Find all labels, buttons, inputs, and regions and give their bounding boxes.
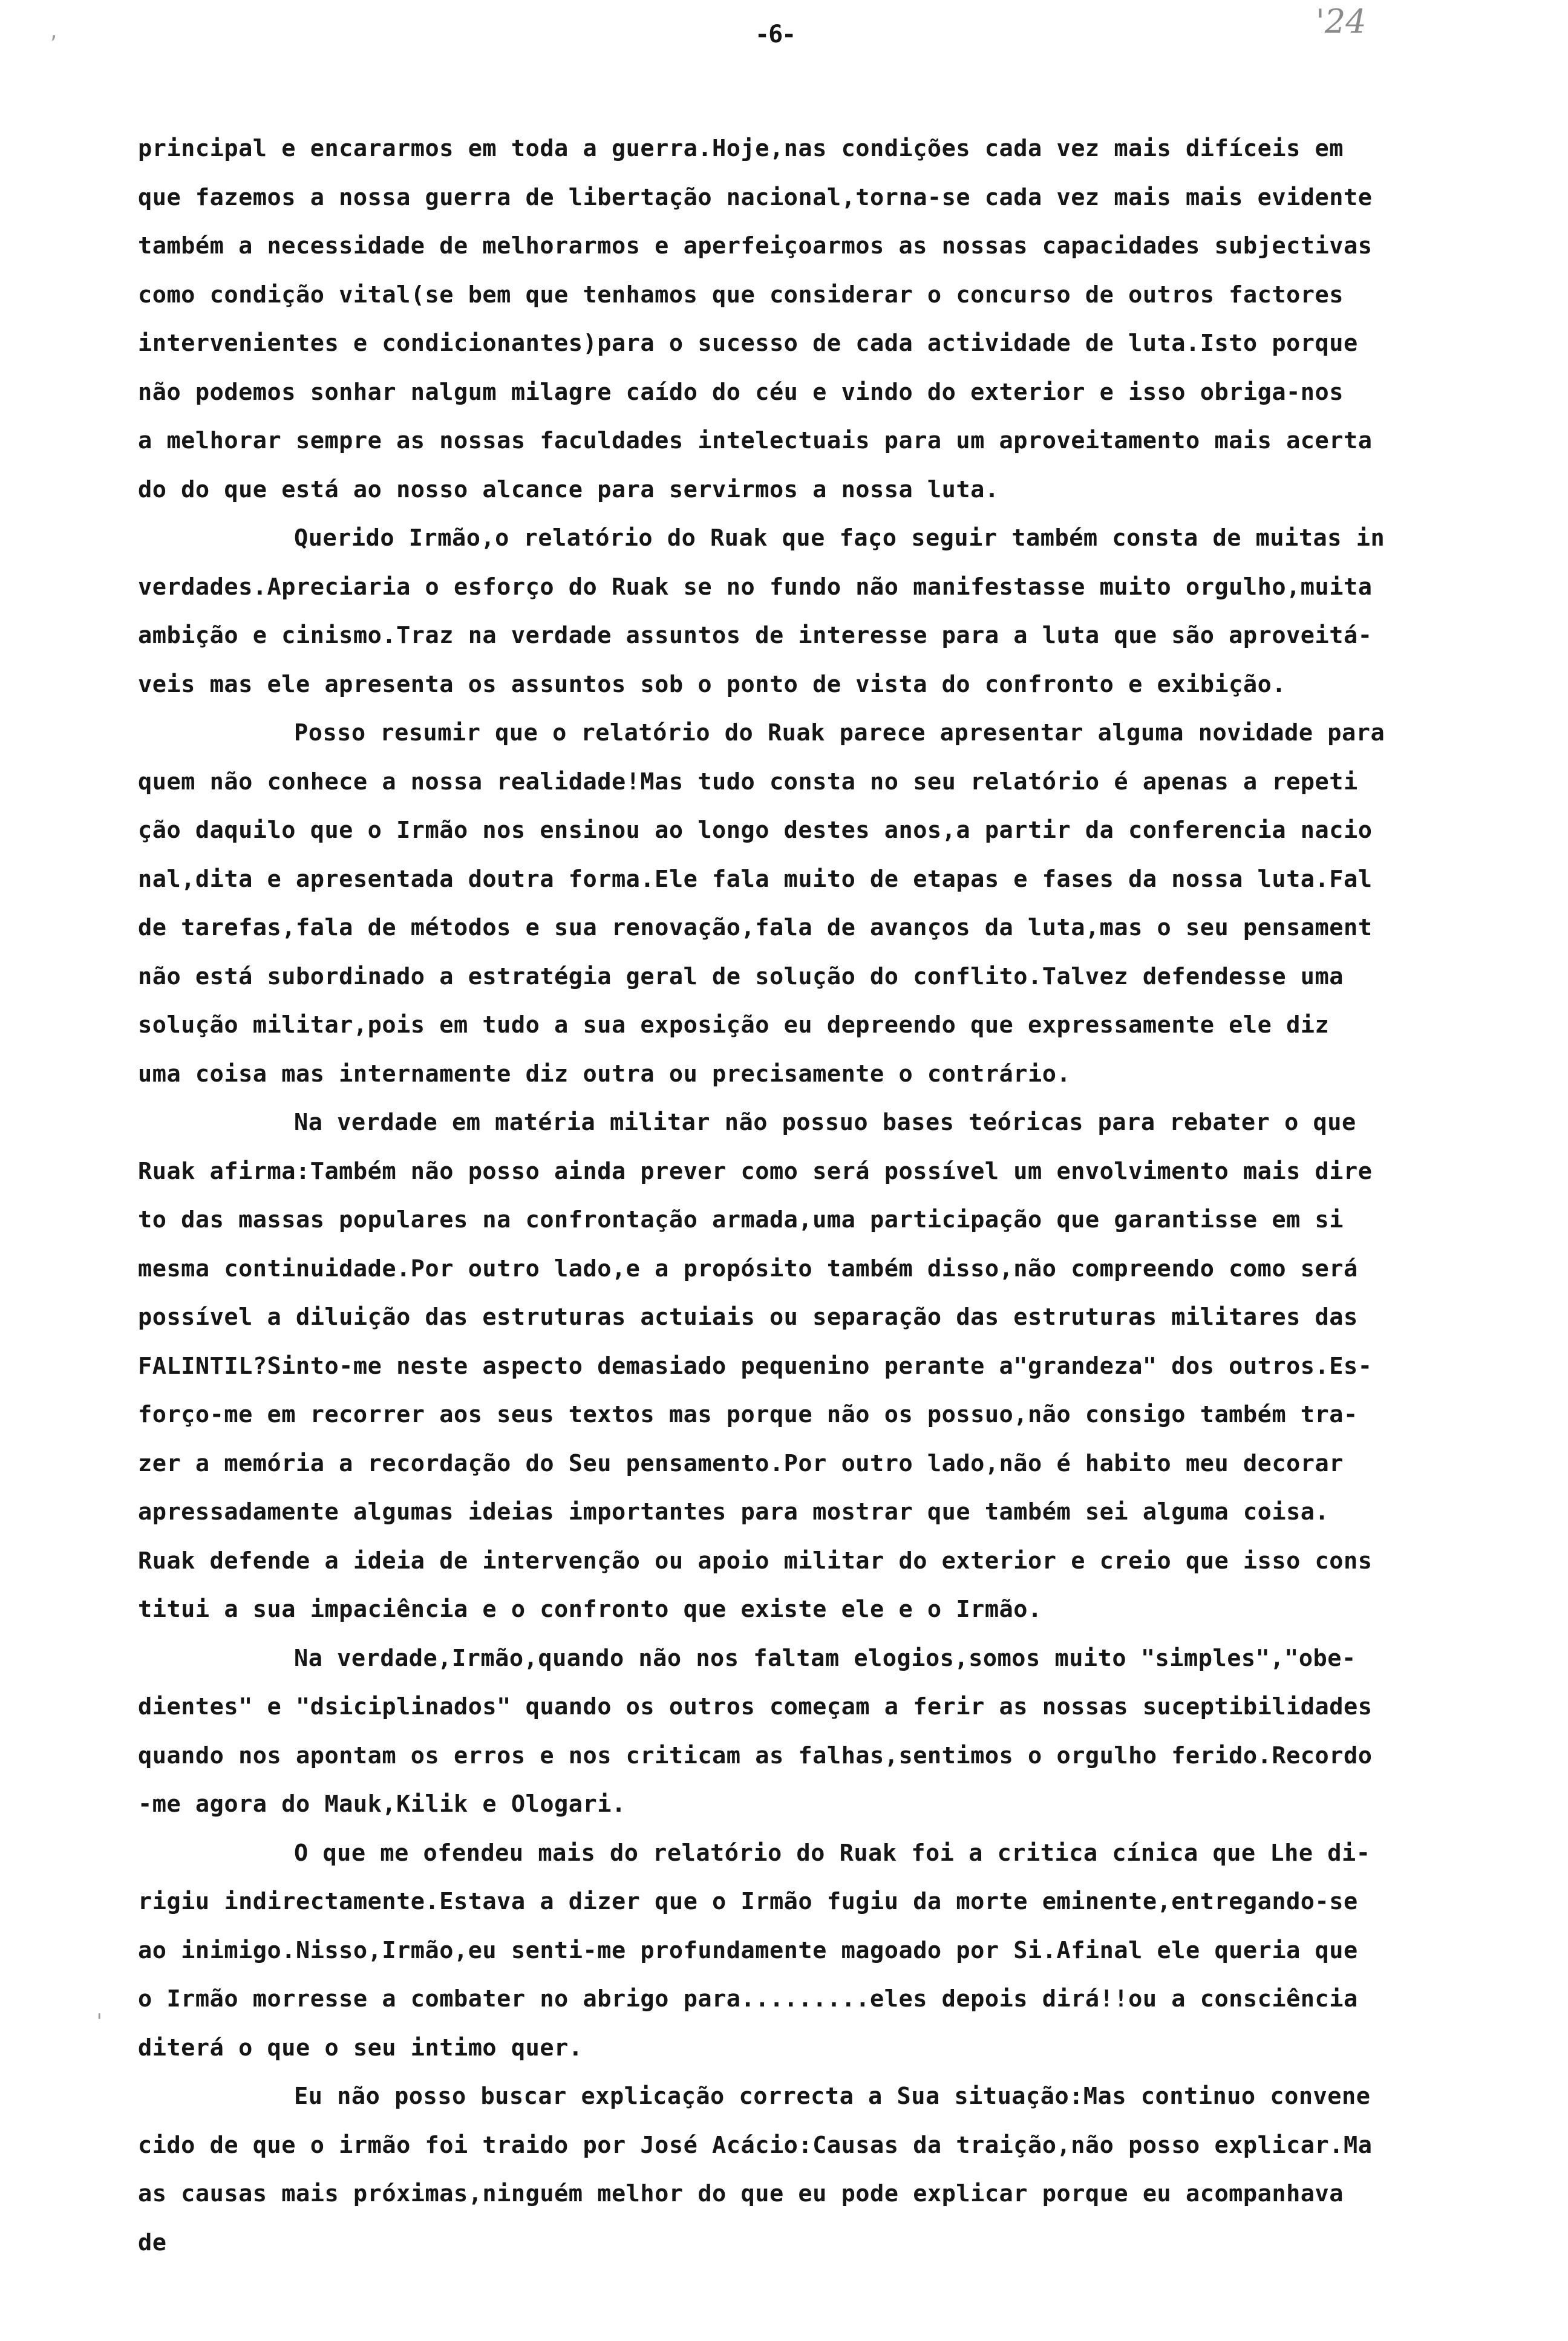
text-line: possível a diluição das estruturas actuiais ou separação das estruturas militares das — [138, 1304, 1358, 1331]
letter-body — [138, 125, 1439, 2267]
paragraph — [138, 1099, 1439, 1634]
page-number: -6- — [755, 21, 795, 48]
paragraph — [138, 125, 1439, 514]
text-line: dientes" e "dsiciplinados" quando os outros começam a ferir as nossas suceptibilidades — [138, 1693, 1373, 1720]
text-line: titui a sua impaciência e o confronto que existe ele e o Irmão. — [138, 1596, 1042, 1623]
text-line: não está subordinado a estratégia geral de solução do conflito.Talvez defendesse uma — [138, 962, 1344, 990]
text-line: forço-me em recorrer aos seus textos mas porque não os possuo,não consigo também tra- — [138, 1401, 1358, 1428]
text-line: que fazemos a nossa guerra de libertação nacional,torna-se cada vez mais mais evidente — [138, 183, 1373, 211]
text-line: rigiu indirectamente.Estava a dizer que o Irmão fugiu da morte eminente,entregando-se — [138, 1888, 1358, 1915]
text-line: como condição vital(se bem que tenhamos que considerar o concurso de outros factores — [138, 281, 1344, 309]
text-line: a melhorar sempre as nossas faculdades intelectuais para um aproveitamento mais acerta — [138, 427, 1373, 454]
text-line: cido de que o irmão foi traido por José Acácio:Causas da traição,não posso explicar.Ma — [138, 2131, 1373, 2159]
text-line: Querido Irmão,o relatório do Ruak que faço seguir também consta de muitas in — [294, 524, 1385, 552]
text-line: nal,dita e apresentada doutra forma.Ele fala muito de etapas e fases da nossa luta.Fal — [138, 865, 1373, 893]
paragraph — [138, 514, 1439, 709]
text-line: ao inimigo.Nisso,Irmão,eu senti-me profundamente magoado por Si.Afinal ele queria que — [138, 1936, 1358, 1964]
text-line: de tarefas,fala de métodos e sua renovação,fala de avanços da luta,mas o seu pensament — [138, 914, 1373, 941]
text-line: FALINTIL?Sinto-me neste aspecto demasiado pequenino perante a"grandeza" dos outros.Es- — [138, 1352, 1373, 1380]
text-line: Ruak afirma:Também não posso ainda prever como será possível um envolvimento mais dire — [138, 1157, 1373, 1185]
text-line: intervenientes e condicionantes)para o sucesso de cada actividade de luta.Isto porque — [138, 330, 1358, 357]
text-line: to das massas populares na confrontação armada,uma participação que garantisse em si — [138, 1206, 1344, 1233]
text-line: também a necessidade de melhorarmos e aperfeiçoarmos as nossas capacidades subjectivas — [138, 232, 1373, 260]
corner-mark: , — [48, 22, 60, 43]
text-line: apressadamente algumas ideias importantes para mostrar que também sei alguma coisa. — [138, 1498, 1330, 1526]
text-line: mesma continuidade.Por outro lado,e a propósito também disso,não compreendo como será — [138, 1255, 1358, 1282]
text-line: solução militar,pois em tudo a sua exposição eu depreendo que expressamente ele diz — [138, 1011, 1330, 1039]
text-line: -me agora do Mauk,Kilik e Ologari. — [138, 1791, 626, 1818]
handwritten-archive-number: '24 — [1316, 2, 1367, 41]
text-line: quem não conhece a nossa realidade!Mas tudo consta no seu relatório é apenas a repeti — [138, 768, 1358, 795]
text-line: de — [138, 2228, 167, 2256]
text-line: o Irmão morresse a combater no abrigo para.........eles depois dirá!!ou a consciência — [138, 1985, 1358, 2013]
paragraph — [138, 1634, 1439, 1829]
text-line: diterá o que o seu intimo quer. — [138, 2034, 583, 2062]
paragraph — [138, 709, 1439, 1099]
text-line: veis mas ele apresenta os assuntos sob o ponto de vista do confronto e exibição. — [138, 670, 1287, 698]
text-line: uma coisa mas internamente diz outra ou precisamente o contrário. — [138, 1060, 1071, 1088]
paragraph — [138, 2072, 1439, 2267]
paragraph — [138, 1829, 1439, 2073]
text-line: principal e encararmos em toda a guerra.Hoje,nas condições cada vez mais difíceis em — [138, 135, 1344, 162]
text-line: ção daquilo que o Irmão nos ensinou ao longo destes anos,a partir da conferencia nacio — [138, 817, 1373, 844]
text-line: ambição e cinismo.Traz na verdade assuntos de interesse para a luta que são aproveitá- — [138, 622, 1373, 649]
text-line: Eu não posso buscar explicação correcta a Sua situação:Mas continuo convene — [294, 2083, 1371, 2110]
text-line: verdades.Apreciaria o esforço do Ruak se no fundo não manifestasse muito orgulho,muita — [138, 573, 1373, 601]
text-line: Na verdade,Irmão,quando não nos faltam elogios,somos muito "simples","obe- — [294, 1644, 1356, 1672]
text-line: Ruak defende a ideia de intervenção ou apoio militar do exterior e creio que isso cons — [138, 1547, 1373, 1575]
text-line: O que me ofendeu mais do relatório do Ruak foi a critica cínica que Lhe di- — [294, 1839, 1371, 1867]
text-line: zer a memória a recordação do Seu pensamento.Por outro lado,não é habito meu decorar — [138, 1449, 1344, 1477]
margin-mark: ' — [93, 2010, 106, 2034]
text-line: Posso resumir que o relatório do Ruak parece apresentar alguma novidade para — [294, 719, 1385, 746]
text-line: não podemos sonhar nalgum milagre caído do céu e vindo do exterior e isso obriga-nos — [138, 378, 1344, 406]
text-line: Na verdade em matéria militar não possuo bases teóricas para rebater o que — [294, 1109, 1356, 1136]
text-line: quando nos apontam os erros e nos criticam as falhas,sentimos o orgulho ferido.Recordo — [138, 1742, 1373, 1769]
text-line: as causas mais próximas,ninguém melhor do que eu pode explicar porque eu acompanhava — [138, 2180, 1344, 2207]
text-line: do do que está ao nosso alcance para servirmos a nossa luta. — [138, 475, 999, 503]
